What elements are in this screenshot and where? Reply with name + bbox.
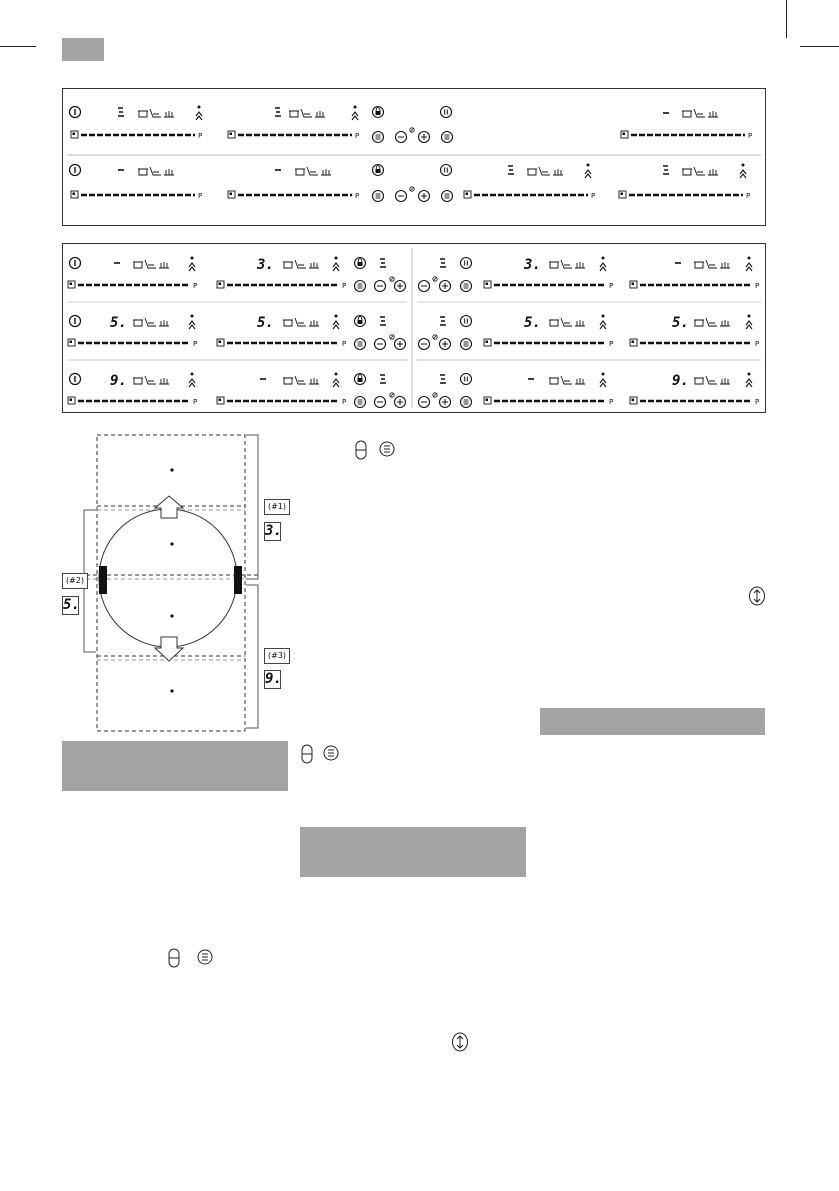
- boost-label: P: [748, 132, 753, 140]
- pot-icon: [133, 376, 169, 384]
- power-icon: [70, 374, 81, 385]
- plus-icon: [395, 281, 406, 292]
- section-header-box-center: [300, 827, 526, 877]
- bridge-key-icon: [748, 586, 766, 606]
- pot-icon: [283, 260, 319, 268]
- cooking-zone-diagram: [58, 432, 288, 732]
- pot-icon: [682, 167, 718, 175]
- arrow-up-icon: [746, 257, 752, 272]
- boost-label: P: [755, 398, 760, 406]
- minus-icon: [396, 191, 407, 202]
- power-slider: [71, 131, 202, 140]
- pot-icon: [138, 109, 174, 117]
- menu-icon: [442, 191, 453, 202]
- arrow-up-icon: [352, 106, 358, 121]
- power-slider: [217, 397, 346, 406]
- boost-label: P: [355, 132, 360, 140]
- zone3-label: (#3): [264, 648, 290, 664]
- level-indicator: [663, 166, 669, 174]
- arrow-up-icon: [740, 164, 746, 179]
- timer-icon: [433, 277, 437, 281]
- crop-mark-left: [0, 46, 36, 47]
- boost-label: P: [193, 282, 198, 290]
- level-digit: 5.: [672, 315, 689, 331]
- minus-icon: [396, 132, 407, 143]
- bridge-key-icon-2: [451, 1032, 469, 1052]
- menu-icon: [461, 339, 472, 350]
- minus-icon: [419, 281, 430, 292]
- boost-label: P: [609, 340, 614, 348]
- boost-label: P: [193, 340, 198, 348]
- pot-icon: [289, 109, 325, 117]
- power-slider: [619, 191, 750, 200]
- crop-mark-right: [800, 46, 839, 47]
- power-slider: [228, 191, 359, 200]
- power-slider: [630, 339, 759, 348]
- minus-icon: [375, 397, 386, 408]
- level-indicator: [118, 108, 124, 116]
- boost-label: P: [342, 282, 347, 290]
- minus-icon: [419, 339, 430, 350]
- pot-icon: [527, 167, 563, 175]
- boost-label: P: [746, 192, 751, 200]
- arrow-up-icon: [333, 373, 339, 388]
- pot-icon: [694, 318, 730, 326]
- power-slider: [217, 281, 346, 290]
- arrow-up-icon: [189, 315, 195, 330]
- power-icon: [70, 316, 81, 327]
- power-slider: [68, 397, 197, 406]
- menu-icon: [355, 339, 366, 350]
- pot-icon: [138, 167, 174, 175]
- pause-icon: [461, 316, 472, 327]
- arrow-up-icon: [746, 373, 752, 388]
- plus-icon: [440, 339, 451, 350]
- section-header-box-left: [62, 741, 288, 791]
- pause-icon: [461, 258, 472, 269]
- menu-key-icon-2: [323, 745, 339, 761]
- zone1-label: (#1): [264, 499, 290, 515]
- arrow-up-icon: [600, 373, 606, 388]
- level-indicator: [380, 375, 386, 383]
- pause-icon: [461, 374, 472, 385]
- minus-icon: [375, 339, 386, 350]
- menu-icon: [442, 132, 453, 143]
- menu-key-icon-3: [197, 949, 213, 965]
- arrow-up-icon: [333, 315, 339, 330]
- plus-icon: [440, 281, 451, 292]
- zone2-label: (#2): [62, 573, 88, 589]
- pot-icon: [133, 318, 169, 326]
- arrow-up-icon: [189, 257, 195, 272]
- pot-icon: [283, 318, 319, 326]
- power-slider: [621, 131, 752, 140]
- power-slider: [68, 339, 197, 348]
- timer-icon: [410, 128, 414, 132]
- boost-label: P: [198, 192, 203, 200]
- timer-icon: [390, 277, 394, 281]
- minus-icon: [375, 281, 386, 292]
- boost-label: P: [342, 398, 347, 406]
- plus-icon: [440, 397, 451, 408]
- boost-label: P: [193, 398, 198, 406]
- pot-icon: [283, 376, 319, 384]
- plus-icon: [419, 132, 430, 143]
- level-indicator: [275, 108, 281, 116]
- arrow-up-icon: [585, 164, 591, 179]
- pot-icon: [133, 260, 169, 268]
- menu-icon: [355, 397, 366, 408]
- section-header-box-right: [540, 708, 765, 735]
- pot-icon: [549, 318, 585, 326]
- boost-label: P: [755, 282, 760, 290]
- level-indicator: [380, 259, 386, 267]
- timer-icon: [390, 393, 394, 397]
- boost-label: P: [198, 132, 203, 140]
- pot-icon: [694, 376, 730, 384]
- power-icon: [70, 107, 81, 118]
- plus-icon: [395, 397, 406, 408]
- zone1-digit: 3.: [265, 523, 282, 539]
- boost-label: P: [609, 398, 614, 406]
- plus-icon: [419, 191, 430, 202]
- level-digit: 5.: [110, 315, 127, 331]
- power-slider: [484, 281, 613, 290]
- level-digit: 9.: [110, 373, 127, 389]
- power-slider: [630, 397, 759, 406]
- power-slider: [484, 397, 613, 406]
- power-icon: [70, 165, 81, 176]
- pot-icon: [694, 260, 730, 268]
- arrow-up-icon: [333, 257, 339, 272]
- arrow-up-icon: [196, 106, 202, 121]
- lock-icon: [373, 107, 384, 118]
- lock-icon: [355, 316, 366, 327]
- level-indicator: [508, 166, 514, 174]
- zone2-digit: 5.: [63, 597, 80, 613]
- timer-icon: [410, 187, 414, 191]
- power-icon: [70, 258, 81, 269]
- timer-icon: [390, 335, 394, 339]
- control-panel-middle: [62, 243, 766, 413]
- minus-key-icon-3: [168, 948, 180, 968]
- minus-icon: [419, 397, 430, 408]
- level-digit: 9.: [672, 373, 689, 389]
- boost-label: P: [755, 340, 760, 348]
- menu-icon: [355, 281, 366, 292]
- level-digit: 3.: [257, 257, 274, 273]
- menu-icon: [461, 281, 472, 292]
- level-indicator: [440, 259, 446, 267]
- boost-label: P: [355, 192, 360, 200]
- section-header-box: [62, 38, 104, 61]
- minus-key-icon: [355, 440, 367, 460]
- arrow-up-icon: [600, 257, 606, 272]
- boost-label: P: [591, 192, 596, 200]
- level-digit: 3.: [524, 257, 541, 273]
- arrow-up-icon: [600, 315, 606, 330]
- menu-icon: [373, 132, 384, 143]
- power-slider: [68, 281, 197, 290]
- level-digit: 5.: [257, 315, 274, 331]
- timer-icon: [433, 335, 437, 339]
- level-digit: 5.: [524, 315, 541, 331]
- power-slider: [71, 191, 202, 200]
- menu-icon: [461, 397, 472, 408]
- pause-icon: [441, 107, 452, 118]
- menu-icon: [373, 191, 384, 202]
- pot-icon: [682, 109, 718, 117]
- lock-icon: [355, 258, 366, 269]
- timer-icon: [433, 393, 437, 397]
- minus-key-icon-2: [301, 744, 313, 764]
- plus-icon: [395, 339, 406, 350]
- zone3-digit: 9.: [265, 671, 282, 687]
- boost-label: P: [342, 340, 347, 348]
- power-slider: [464, 191, 595, 200]
- control-panel-top: [62, 88, 766, 226]
- level-indicator: [380, 317, 386, 325]
- power-slider: [484, 339, 613, 348]
- power-slider: [630, 281, 759, 290]
- pot-icon: [295, 167, 331, 175]
- arrow-up-icon: [189, 373, 195, 388]
- menu-key-icon: [379, 441, 395, 457]
- level-indicator: [440, 375, 446, 383]
- power-slider: [217, 339, 346, 348]
- lock-icon: [355, 374, 366, 385]
- pot-icon: [549, 376, 585, 384]
- level-indicator: [440, 317, 446, 325]
- power-slider: [228, 131, 359, 140]
- arrow-up-icon: [746, 315, 752, 330]
- lock-icon: [373, 165, 384, 176]
- crop-mark-vertical: [786, 0, 787, 38]
- boost-label: P: [609, 282, 614, 290]
- pot-icon: [549, 260, 585, 268]
- pause-icon: [441, 165, 452, 176]
